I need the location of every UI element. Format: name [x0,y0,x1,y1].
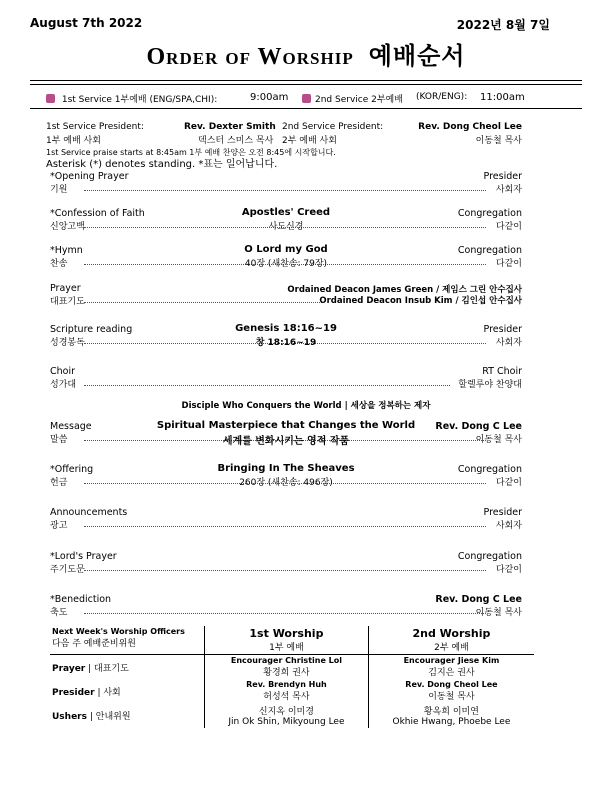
plus-icon [302,94,311,103]
role-label-ko: 대표기도 [94,664,129,674]
item-title-ko: 축도 [50,608,68,618]
item-title: Message [50,421,92,432]
item-leader: Congregation [457,464,522,475]
item-title-ko: 찬송 [50,259,68,269]
item-content-ko: 40장 (새찬송: 79장) [244,259,328,269]
item-title-ko: 헌금 [50,478,68,488]
list-item [50,507,522,537]
item-title: Scripture reading [50,324,133,335]
item-leader: Congregation [457,208,522,219]
item-title: *Benediction [50,594,112,605]
first-service-label: 1st Service 1부예배 (ENG/SPA,CHI): [61,95,218,105]
divider [30,80,582,81]
item-leader-ko: 다같이 [495,259,522,269]
leader-dots [84,526,486,527]
title-english: Order of Worship [146,44,354,70]
officers-heading: Next Week's Worship Officers [52,627,185,636]
item-title-ko: 말씀 [50,435,68,445]
list-item [50,245,522,275]
first-presider-label: 1st Service President: [46,122,144,132]
officer-name-ko: 황경희 권사 [263,668,310,678]
officer-name: Okhie Hwang, Phoebe Lee [392,717,511,727]
praise-note: 1st Service praise starts at 8:45am 1부 예배 찬양은 오전 8:45에 시작합니다. [46,148,336,157]
column-header-first-ko: 1부 예배 [269,643,304,653]
list-item [50,366,522,396]
item-title: Prayer [50,283,81,294]
item-title: *Offering [50,464,94,475]
officer-name-ko: 김지은 권사 [428,668,475,678]
column-header-second-ko: 2부 예배 [434,643,469,653]
role-label-ko: 사회 [103,688,121,698]
first-presider-name-ko: 덱스터 스미스 목사 [198,136,274,146]
item-content: Genesis 18:16~19 [235,323,337,334]
officer-name: Rev. Brendyn Huh [246,680,327,689]
service-times [46,92,556,105]
first-presider-label-ko: 1부 예배 사회 [46,136,101,146]
column-header-second: 2nd Worship [412,627,491,640]
plus-icon [46,94,55,103]
item-title: *Confession of Faith [50,208,145,219]
item-leader-ko: 이동철 목사 [475,608,522,618]
item-title: Choir [50,366,76,377]
date-english: August 7th 2022 [30,16,143,30]
item-leader-ko: 다같이 [495,222,522,232]
table-row: Ushers | 안내위원 신지옥 이미경 Jin Ok Shin, Mikyoung Lee 황옥희 이미연 Okhie Hwang, Phoebe Lee [50,703,534,728]
role-label: Prayer [52,664,86,674]
item-title-ko: 신앙고백 [50,222,85,232]
leader-dots [84,302,322,303]
officer-name: Jin Ok Shin, Mikyoung Lee [228,717,345,727]
item-title: *Lord's Prayer [50,551,117,562]
column-header-first: 1st Worship [249,627,324,640]
item-leader: Presider [483,507,522,518]
officer-name-ko: 이동철 목사 [428,692,475,702]
table-row: Presider | 사회 Rev. Brendyn Huh 허성석 목사 Rev. Dong Cheol Lee 이동철 목사 [50,679,534,703]
list-item [50,208,522,238]
item-content-ko: 창 18:16~19 [255,338,317,348]
item-title-ko: 광고 [50,521,68,531]
item-title-ko: 주기도문 [50,565,85,575]
divider [30,108,582,109]
officers-table [50,626,534,728]
item-leader-ko: 다같이 [495,478,522,488]
officer-name-ko: 황옥희 이미연 [423,707,479,717]
sermon-series: Disciple Who Conquers the World | 세상을 정복하는 제자 [181,401,431,411]
item-title-ko: 성경봉독 [50,338,85,348]
officer-name: Rev. Dong Cheol Lee [405,680,498,689]
item-leader: Congregation [457,245,522,256]
list-item [50,283,522,313]
officer-name: Encourager Jiese Kim [403,656,500,665]
officers-heading-ko: 다음 주 예배준비위원 [52,639,136,649]
item-leader-ko: 이동철 목사 [475,435,522,445]
item-leader: Presider [483,324,522,335]
item-leader-ko: 사회자 [495,521,522,531]
officer-name-ko: 허성석 목사 [263,692,310,702]
list-item [50,324,522,354]
leader-dots [84,385,450,386]
item-content-ko: 세계를 변화시키는 영적 작품 [222,436,350,447]
item-content: O Lord my God [244,244,328,255]
standing-note: Asterisk (*) denotes standing. *표는 일어납니다. [46,159,278,170]
leader-dots [84,613,486,614]
item-leader: Ordained Deacon James Green / 제임스 그린 안수집사 [287,285,522,295]
second-presider-label: 2nd Service President: [282,122,384,132]
second-service-time: 11:00am [480,92,525,103]
date-korean: 2022년 8월 7일 [456,18,550,32]
item-leader: RT Choir [482,366,522,377]
list-item [50,551,522,581]
item-content-ko: 260장 (새찬송: 496장) [239,478,333,488]
first-presider-name: Rev. Dexter Smith [184,122,276,132]
leader-dots [84,190,486,191]
list-item [50,171,522,201]
second-presider-label-ko: 2부 예배 사회 [282,136,337,146]
first-service-time: 9:00am [250,92,289,103]
item-leader: Rev. Dong C Lee [435,594,522,605]
item-content: Bringing In The Sheaves [217,463,355,474]
item-content-ko: 사도신경 [268,222,304,232]
role-label-ko: 안내위원 [95,712,131,722]
item-leader-ko: 할렐루야 찬양대 [458,380,522,390]
role-label: Presider [52,688,95,698]
item-leader: Presider [483,171,522,182]
second-presider-name-ko: 이동철 목사 [475,136,522,146]
officer-name: Encourager Christine Lol [230,656,343,665]
item-content: Spiritual Masterpiece that Changes the World [156,420,416,431]
item-title-ko: 기원 [50,185,68,195]
item-title-ko: 성가대 [50,380,77,390]
list-item [50,421,522,451]
officer-name-ko: 신지옥 이미경 [258,707,314,717]
item-title: *Opening Prayer [50,171,129,182]
second-service-lang: (KOR/ENG): [416,92,468,102]
leader-dots [84,570,486,571]
table-row: Prayer | 대표기도 Encourager Christine Lol 황경희 권사 Encourager Jiese Kim 김지은 권사 [50,655,534,680]
list-item [50,594,522,624]
item-leader: Rev. Dong C Lee [435,421,522,432]
list-item [50,464,522,494]
item-content: Apostles' Creed [241,207,331,218]
item-title: *Hymn [50,245,83,256]
second-service-label: 2nd Service 2부예배 [315,95,403,105]
title-korean: 예배순서 [368,44,466,70]
second-presider-name: Rev. Dong Cheol Lee [418,122,522,132]
item-leader-ko: 사회자 [495,185,522,195]
item-leader-ko: 다같이 [495,565,522,575]
item-title-ko: 대표기도 [50,297,85,307]
role-label: Ushers [52,712,87,722]
item-title: Announcements [50,507,128,518]
item-leader-ko: 사회자 [495,338,522,348]
item-leader: Congregation [457,551,522,562]
page-title [0,36,612,71]
item-leader-alt: Ordained Deacon Insub Kim / 김인섭 안수집사 [319,296,522,306]
divider [30,84,582,85]
